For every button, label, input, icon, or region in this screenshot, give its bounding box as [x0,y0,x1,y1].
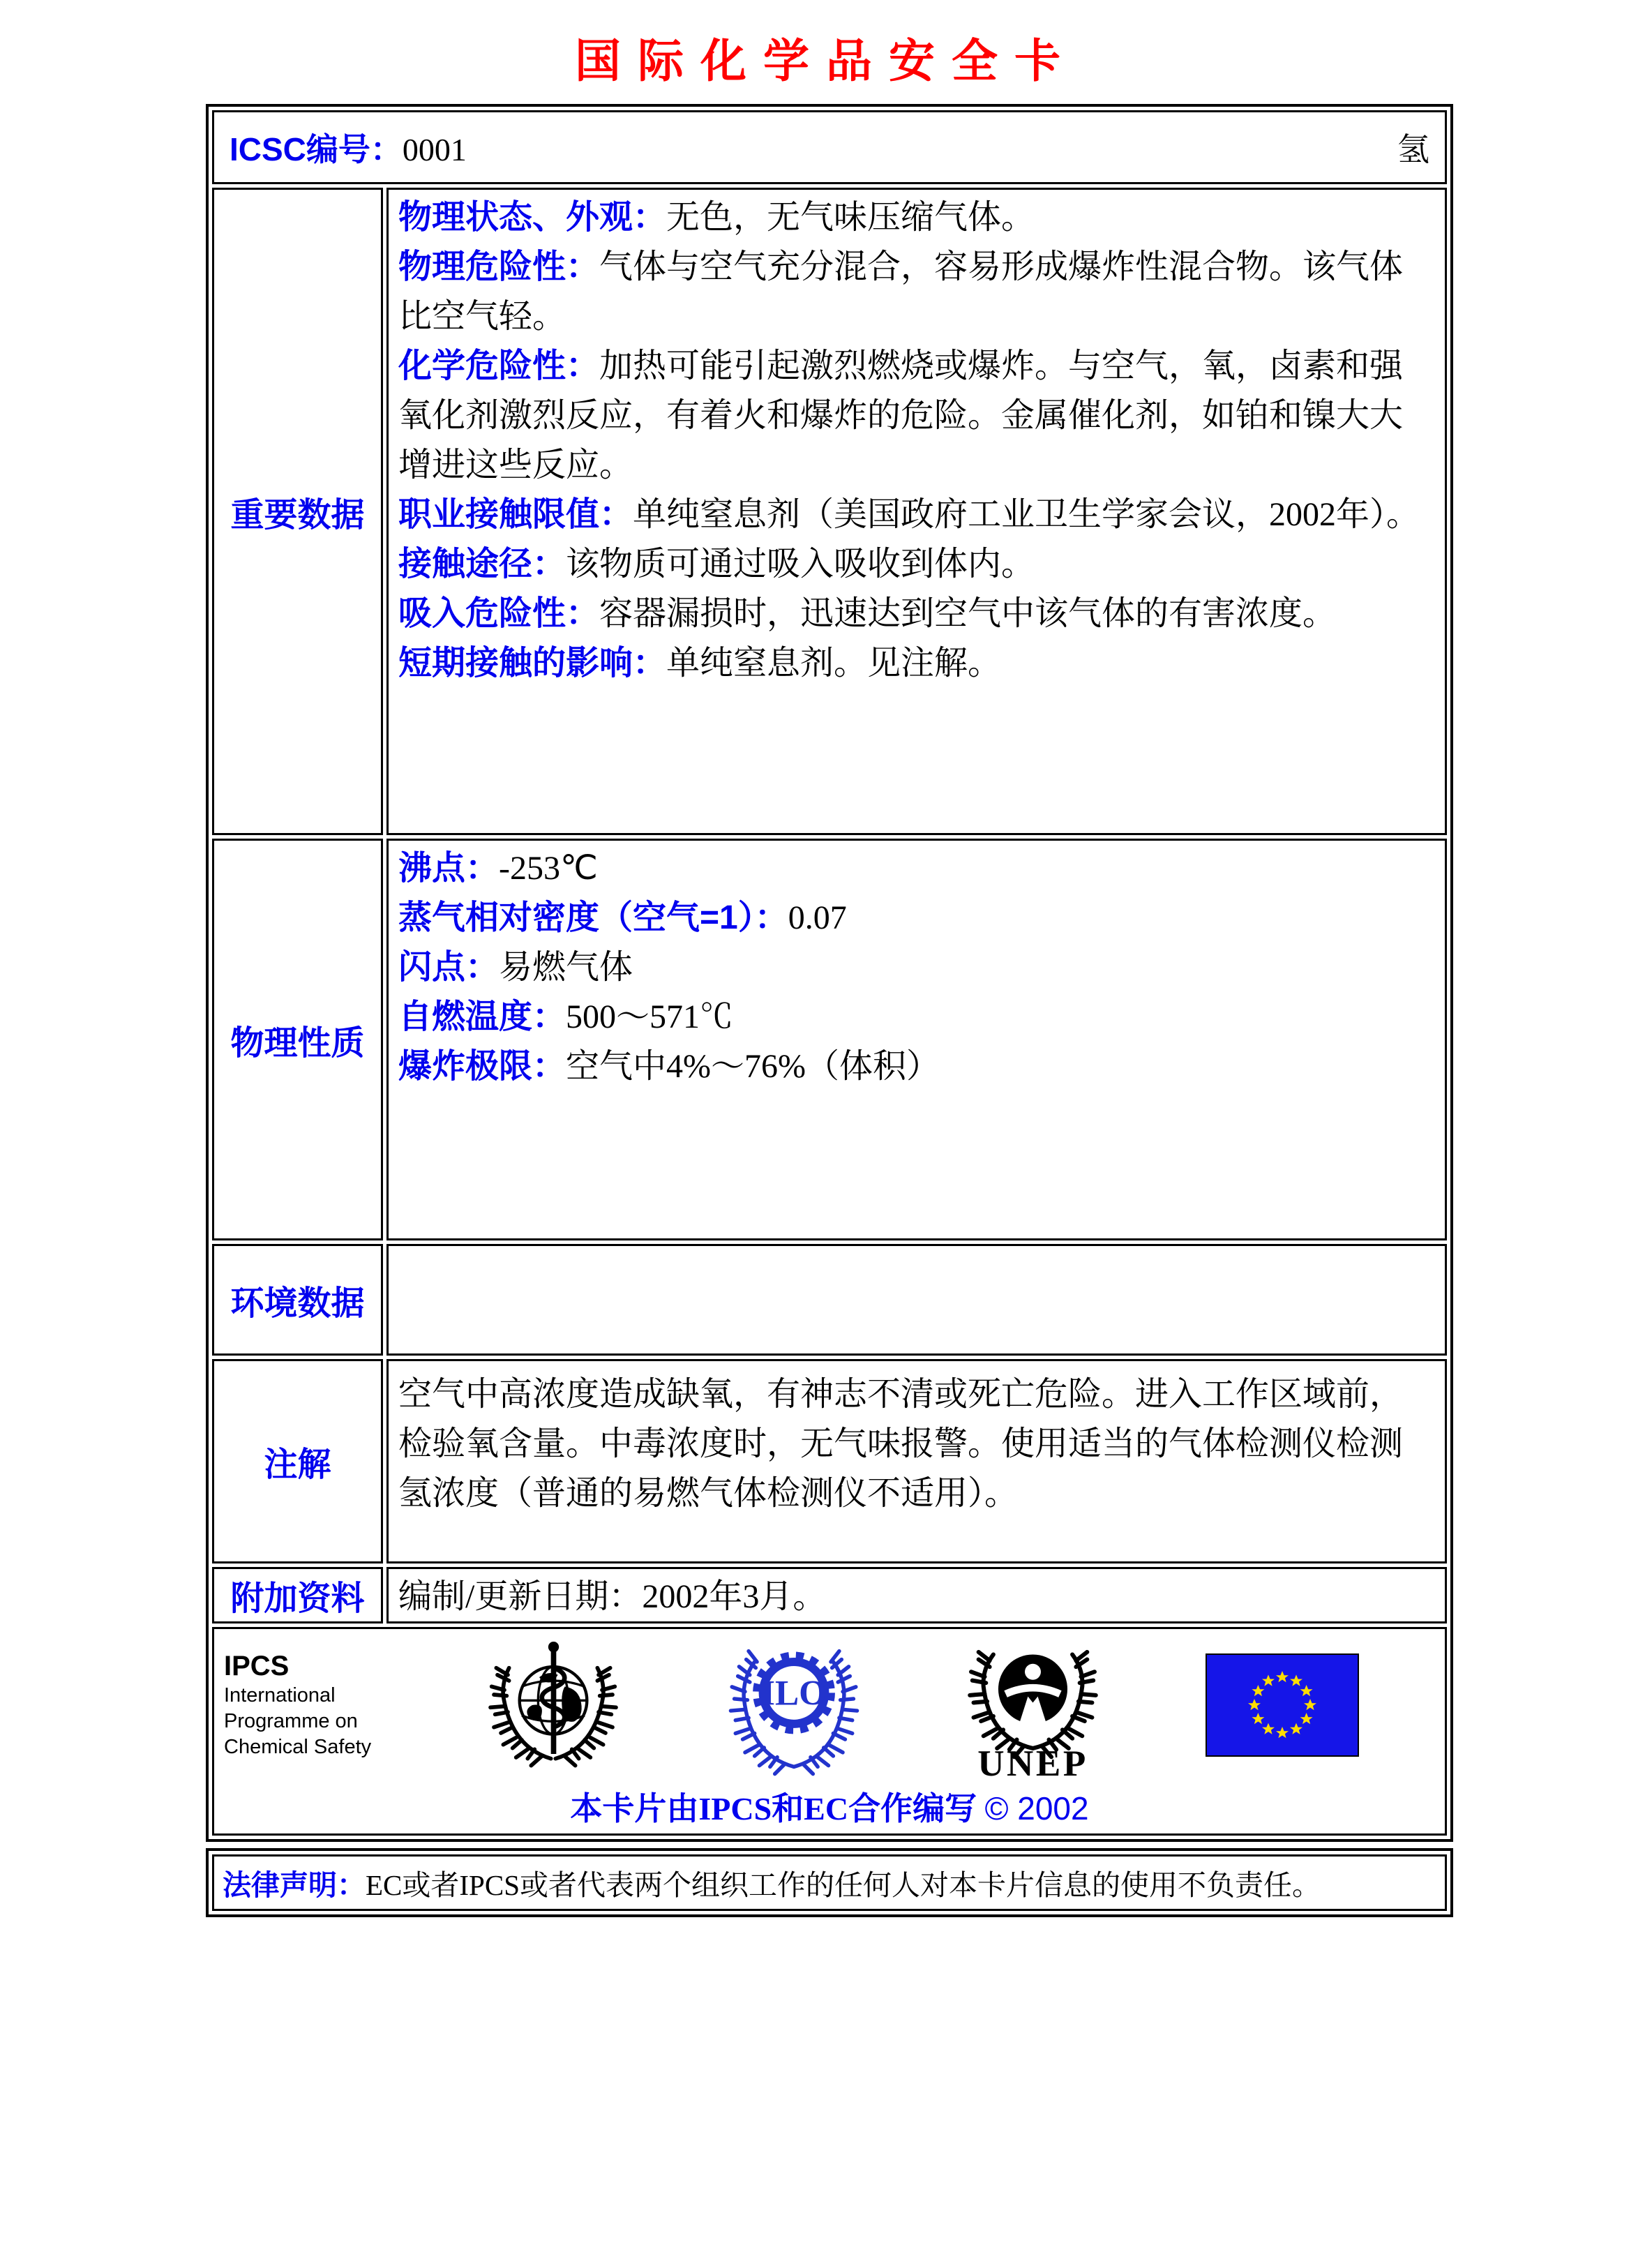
notes-content [386,1359,1447,1563]
legal-text: EC或者IPCS或者代表两个组织工作的任何人对本卡片信息的使用不负责任。 [366,1869,1321,1901]
item-label: 蒸气相对密度（空气=1）： [398,899,788,936]
who-logo-icon [483,1635,623,1775]
important-item [398,193,1435,242]
update-date-value: 2002年3月。 [642,1578,827,1615]
ipcs-block [224,1649,428,1760]
logos-row [224,1633,1435,1784]
item-text: 无色，无气味压缩气体。 [666,199,1035,236]
physical-item [398,893,1435,943]
item-text: 单纯窒息剂。见注解。 [666,645,1002,682]
legal-label: 法律声明： [223,1869,366,1901]
physical-properties-content [386,839,1447,1240]
item-label: 职业接触限值： [398,496,633,533]
footer-cell [212,1627,1447,1836]
item-text: 加热可能引起激烈燃烧或爆炸。与空气，氧，卤素和强氧化剂激烈反应，有着火和爆炸的危险。金属催化剂，如铂和镍大大增进这些反应。 [398,347,1404,483]
item-label: 物理状态、外观： [398,199,667,236]
svg-text:UNEP: UNEP [977,1743,1088,1784]
item-text: 气体与空气充分混合，容易形成爆炸性混合物。该气体比空气轻。 [398,248,1404,335]
unep-logo-icon [965,1627,1101,1785]
important-data-label-cell [212,188,383,835]
important-item [398,539,1435,589]
environment-data-label-cell [212,1244,383,1356]
footer-caption-text: 本卡片由IPCS和EC合作编写 [570,1791,977,1827]
notes-row-label: 注解 [264,1446,331,1483]
important-data-row [212,188,1447,835]
legal-row [212,1854,1447,1911]
environment-data-row-label: 环境数据 [230,1284,365,1322]
notes-row [212,1359,1447,1563]
physical-item [398,843,1435,893]
important-item [398,341,1435,490]
important-item [398,490,1435,539]
important-item [398,242,1435,341]
eu-flag-icon [1206,1653,1359,1757]
physical-item [398,943,1435,992]
additional-info-row [212,1567,1447,1623]
item-label: 化学危险性： [398,347,600,384]
item-text: -253℃ [499,850,598,887]
important-item [398,589,1435,638]
icsc-number-field [230,124,467,170]
ilo-logo-icon [728,1633,860,1776]
physical-properties-row [212,839,1447,1240]
icsc-main-table [206,104,1453,1842]
item-text: 该物质可通过吸入吸收到体内。 [566,546,1035,583]
item-text: 500～571℃ [566,998,734,1035]
environment-data-row [212,1244,1447,1356]
footer-caption [224,1783,1435,1829]
important-data-content [386,188,1447,835]
ipcs-title: IPCS [224,1651,290,1681]
icsc-card [206,104,1453,1917]
footer-row [212,1627,1447,1836]
environment-data-content [386,1244,1447,1356]
item-text: 0.07 [788,899,847,936]
important-data-row-label: 重要数据 [230,496,365,534]
item-label: 沸点： [398,850,500,887]
additional-info-content [386,1567,1447,1623]
icsc-number-label: ICSC编号： [230,131,403,167]
header-cell [212,110,1447,184]
notes-label-cell [212,1359,383,1563]
notes-text: 空气中高浓度造成缺氧，有神志不清或死亡危险。进入工作区域前，检验氧含量。中毒浓度时，无气味报警。使用适当的气体检测仪检测氢浓度（普通的易燃气体检测仪不适用）。 [398,1376,1404,1512]
icsc-number-value: 0001 [402,132,467,167]
chemical-name: 氢 [1397,132,1429,167]
svg-text:ILO: ILO [761,1673,827,1713]
legal-cell [212,1854,1447,1911]
legal-table [206,1848,1453,1917]
physical-properties-row-label: 物理性质 [230,1024,365,1062]
ipcs-subtitle-line: Programme on [224,1710,358,1732]
item-text: 空气中4%～76%（体积） [566,1048,940,1085]
item-label: 自燃温度： [398,998,566,1035]
item-label: 物理危险性： [398,248,600,285]
physical-item [398,1042,1435,1091]
ipcs-subtitle-line: Chemical Safety [224,1736,372,1758]
important-item [398,638,1435,688]
update-date-label: 编制/更新日期： [398,1578,643,1615]
additional-info-row-label: 附加资料 [230,1580,365,1617]
item-text: 易燃气体 [499,949,633,986]
additional-info-label-cell [212,1567,383,1623]
physical-properties-label-cell [212,839,383,1240]
item-label: 短期接触的影响： [398,645,667,682]
item-label: 闪点： [398,949,500,986]
item-label: 接触途径： [398,546,566,583]
page-title: 国际化学品安全卡 [575,33,1077,88]
item-label: 吸入危险性： [398,595,600,632]
item-text: 容器漏损时，迅速达到空气中该气体的有害浓度。 [599,595,1337,632]
header-row [212,110,1447,184]
physical-item [398,992,1435,1042]
item-label: 爆炸极限： [398,1048,566,1085]
ipcs-subtitle-line: International [224,1684,336,1707]
item-text: 单纯窒息剂（美国政府工业卫生学家会议，2002年）。 [633,496,1420,533]
footer-copyright: © 2002 [984,1790,1089,1827]
